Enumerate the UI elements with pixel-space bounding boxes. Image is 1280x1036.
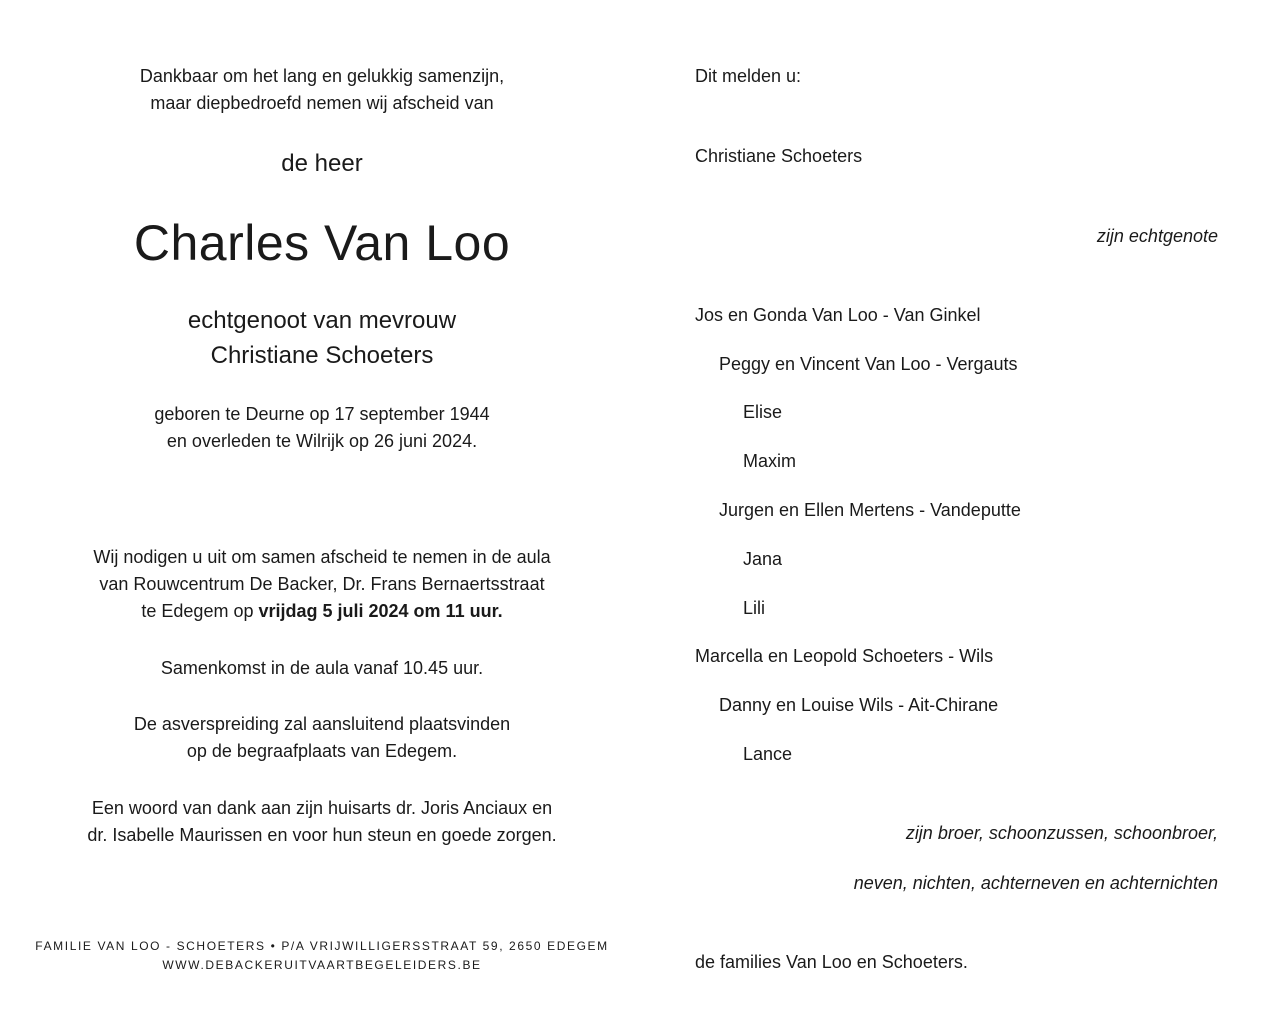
widow-name: Christiane Schoeters	[695, 146, 863, 166]
family-member: Elise	[743, 402, 783, 422]
footer	[0, 937, 644, 975]
ashes-line: op de begraafplaats van Edegem.	[186, 741, 458, 761]
right-panel	[644, 0, 1280, 1036]
thanks-line: Een woord van dank aan zijn huisarts dr. Joris Anciaux en	[91, 798, 553, 818]
spouse-name: Christiane Schoeters	[210, 342, 434, 369]
title-text: de heer	[281, 150, 363, 177]
invite-line: Wij nodigen u uit om samen afscheid te nemen in de aula	[93, 547, 551, 567]
thanks-text	[0, 795, 644, 849]
family-member: Lance	[743, 744, 793, 764]
relation-line: neven, nichten, achterneven en achternichten	[853, 873, 1218, 893]
life-dates	[0, 401, 644, 455]
invite-line: van Rouwcentrum De Backer, Dr. Frans Bernaertsstraat	[99, 574, 545, 594]
thanks-line: dr. Isabelle Maurissen en voor hun steun en goede zorgen.	[87, 825, 557, 845]
ceremony-datetime: vrijdag 5 juli 2024 om 11 uur.	[258, 601, 503, 621]
relation-line: zijn broer, schoonzussen, schoonbroer,	[905, 823, 1218, 843]
family-member: Peggy en Vincent Van Loo - Vergauts	[719, 354, 1018, 374]
family-member: Lili	[743, 598, 766, 618]
invite-line	[0, 598, 644, 625]
spouse-line: echtgenoot van mevrouw	[187, 307, 457, 334]
family-member: Maxim	[743, 451, 796, 471]
ashes-text	[0, 711, 644, 765]
family-member: Danny en Louise Wils - Ait-Chirane	[719, 695, 999, 715]
family-member: Jurgen en Ellen Mertens - Vandeputte	[719, 500, 1021, 520]
family-member: Marcella en Leopold Schoeters - Wils	[695, 646, 994, 666]
footer-address: FAMILIE VAN LOO - SCHOETERS • P/A VRIJWILLIGERSSTRAAT 59, 2650 EDEGEM	[35, 939, 609, 953]
death-line: en overleden te Wilrijk op 26 juni 2024.	[166, 431, 478, 451]
closing-text: de families Van Loo en Schoeters.	[695, 952, 968, 972]
intro-text	[0, 63, 644, 117]
invite-prefix: te Edegem op	[141, 601, 259, 621]
spouse-text	[0, 303, 644, 373]
intro-line: maar diepbedroefd nemen wij afscheid van	[150, 93, 494, 113]
intro-line: Dankbaar om het lang en gelukkig samenzijn,	[139, 66, 505, 86]
family-member: Jos en Gonda Van Loo - Van Ginkel	[695, 305, 981, 325]
widow-role: zijn echtgenote	[1096, 226, 1218, 246]
footer-website: WWW.DEBACKERUITVAARTBEGELEIDERS.BE	[162, 958, 482, 972]
ceremony-invitation	[0, 544, 644, 625]
ashes-line: De asverspreiding zal aansluitend plaatsvinden	[133, 714, 511, 734]
deceased-name: Charles Van Loo	[133, 215, 511, 271]
birth-line: geboren te Deurne op 17 september 1944	[154, 404, 490, 424]
gathering-text: Samenkomst in de aula vanaf 10.45 uur.	[160, 658, 484, 678]
announce-text: Dit melden u:	[695, 66, 802, 86]
family-member: Jana	[743, 549, 783, 569]
